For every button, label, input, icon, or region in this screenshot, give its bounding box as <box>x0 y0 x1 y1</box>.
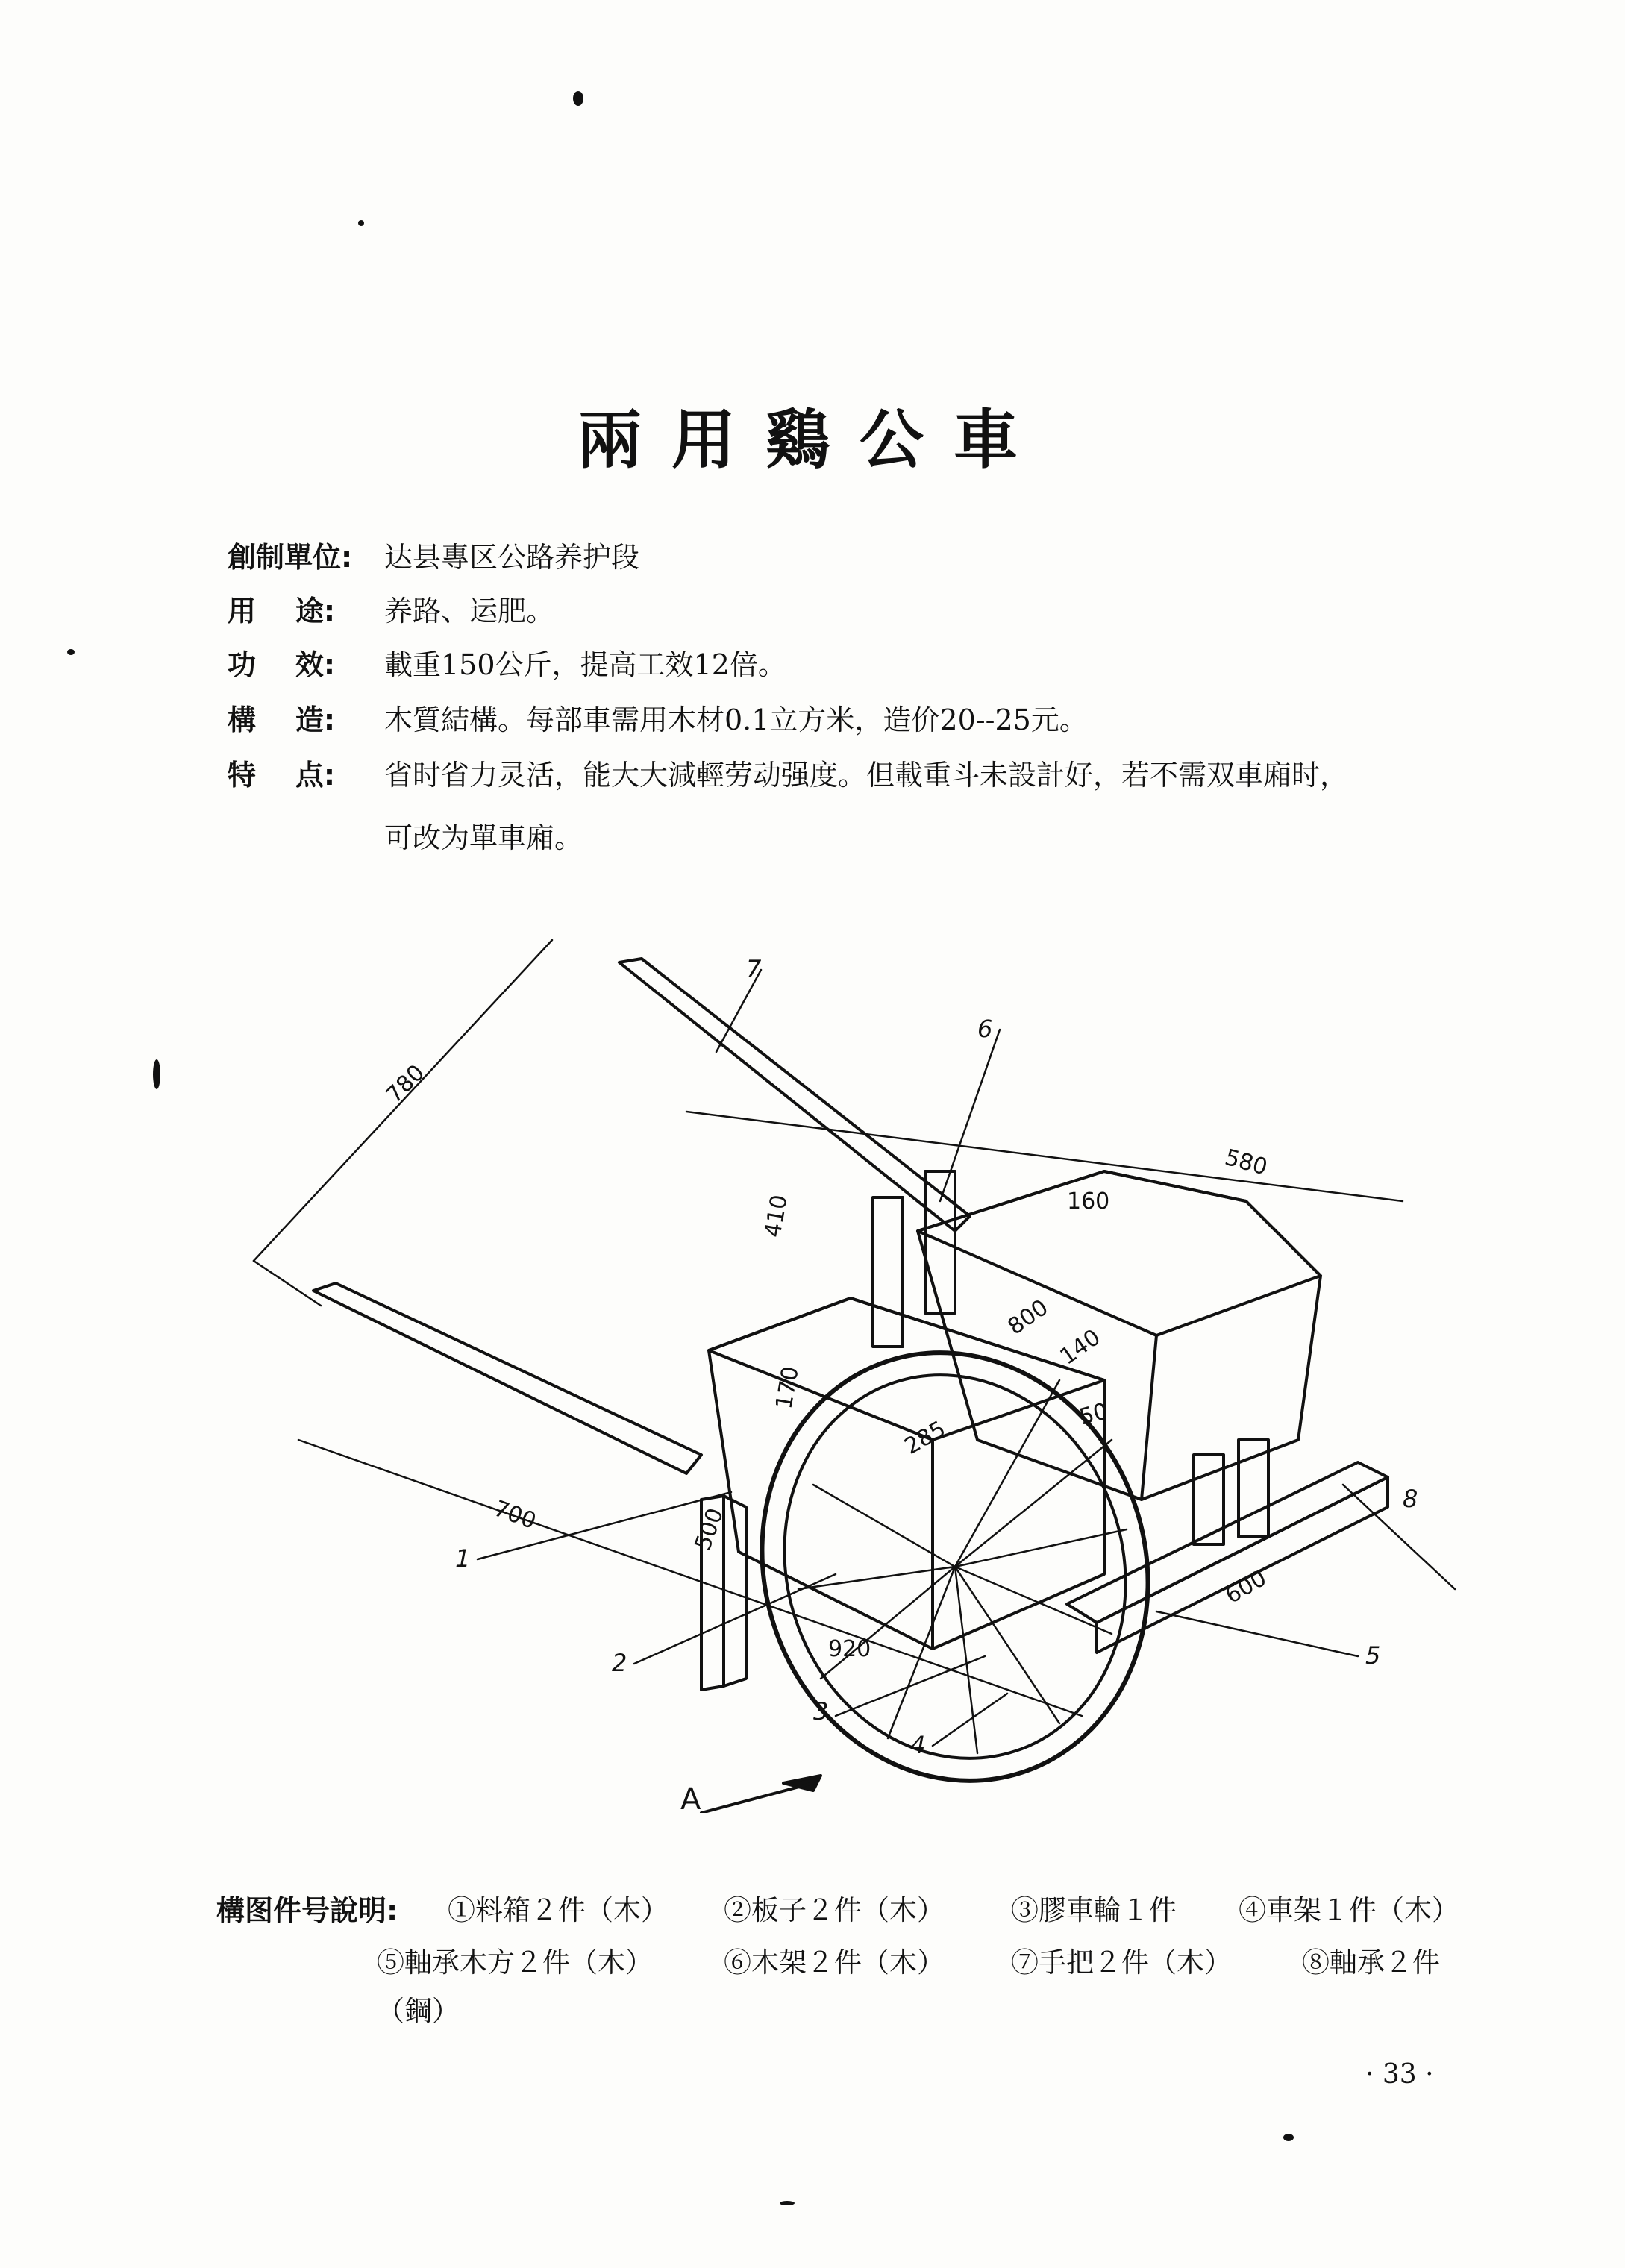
scan-speck <box>67 649 75 655</box>
dim-label: 50 <box>1077 1398 1111 1431</box>
scan-speck <box>153 1059 160 1089</box>
dim-label: 780 <box>381 1059 430 1109</box>
spec-value: 載重150公斤，提高工效12倍。 <box>384 648 786 681</box>
parts-legend-item: （鋼） <box>377 1995 460 2027</box>
callout-label: 8 <box>1403 1485 1418 1513</box>
parts-legend-item: ⑦手把２件（木） <box>1011 1946 1232 1979</box>
spec-label: 功 效: <box>228 648 336 681</box>
dim-label: 580 <box>1221 1144 1271 1181</box>
callout-label: 6 <box>977 1015 993 1043</box>
spec-continuation: 可改为單車廂。 <box>384 821 583 854</box>
dim-label: 410 <box>760 1192 793 1240</box>
parts-legend-header: 構图件号說明: <box>216 1894 398 1927</box>
spec-label: 用 途: <box>228 595 336 627</box>
callout-label: 1 <box>455 1544 471 1573</box>
spec-label: 特 点: <box>228 759 336 792</box>
parts-legend-item: ①料箱２件（木） <box>448 1894 669 1926</box>
callout-label: 7 <box>746 955 762 983</box>
callout-label: 2 <box>612 1649 627 1677</box>
scan-speck <box>780 2201 795 2205</box>
parts-legend-item: ③膠車輪１件 <box>1011 1894 1177 1926</box>
callout-label: 3 <box>813 1697 829 1726</box>
callout-label: 4 <box>910 1731 926 1759</box>
scan-speck <box>573 91 583 106</box>
callout-label: 5 <box>1365 1641 1381 1670</box>
parts-legend-item: ⑤軸承木方２件（木） <box>377 1946 653 1979</box>
page-title: 兩用鷄公車 <box>577 402 1048 477</box>
dim-label: 500 <box>689 1504 730 1554</box>
parts-legend-item: ④車架１件（木） <box>1239 1894 1459 1926</box>
spec-value: 木質結構。每部車需用木材0.1立方米，造价20--25元。 <box>384 704 1088 736</box>
spec-value: 省时省力灵活，能大大減輕劳动强度。但載重斗未設計好，若不需双車廂时， <box>384 759 1349 792</box>
scan-speck <box>1283 2134 1294 2141</box>
spec-row-use <box>228 591 554 631</box>
dim-label: 800 <box>1003 1294 1053 1341</box>
dim-label: 920 <box>828 1636 871 1662</box>
spec-label: 創制單位: <box>228 541 353 574</box>
spec-value: 养路、运肥。 <box>384 595 555 627</box>
dim-label: 285 <box>900 1415 951 1460</box>
spec-row-maker <box>228 537 639 577</box>
dim-label: 170 <box>771 1364 804 1412</box>
spec-value: 达县專区公路养护段 <box>384 541 640 574</box>
dim-label: 600 <box>1221 1564 1271 1609</box>
spec-row-structure <box>228 700 1088 740</box>
scan-speck <box>358 220 364 226</box>
dim-label: 160 <box>1067 1188 1110 1215</box>
spec-row-features <box>228 755 1348 795</box>
parts-legend-item: ⑧軸承２件 <box>1302 1946 1440 1979</box>
dim-label: 140 <box>1055 1324 1106 1370</box>
rear-box-drawing <box>918 1171 1321 1500</box>
spec-row-effect <box>228 645 786 685</box>
dim-label: 700 <box>490 1495 540 1535</box>
parts-legend-item: ⑥木架２件（木） <box>724 1946 945 1979</box>
page-number: · 33 · <box>1365 2059 1434 2090</box>
parts-legend-item: ②板子２件（木） <box>724 1894 945 1926</box>
spec-label: 構 造: <box>228 704 336 736</box>
wheelbarrow-drawing <box>224 918 1462 1813</box>
view-arrow-label: A <box>680 1782 701 1813</box>
